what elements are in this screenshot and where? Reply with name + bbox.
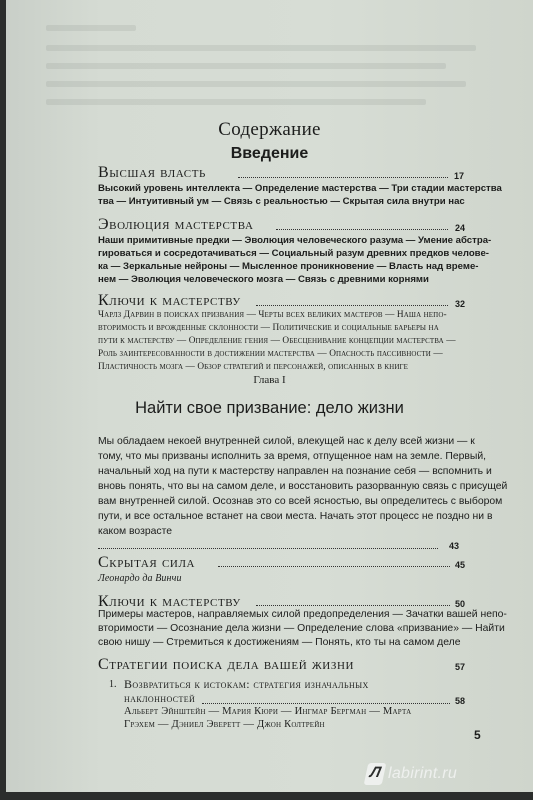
watermark: labirint.ru xyxy=(388,765,458,782)
section-summary-line: свою нишу — Стремиться к достижениям — Понять, кто ты на самом деле xyxy=(98,637,461,648)
section-summary-line: вторимость и врожденные склонности — Политические и социальные барьеры на xyxy=(98,323,439,333)
section-summary-line: нем — Эволюция человеческого мозга — Связь с древними корнями xyxy=(98,274,429,285)
contents-title: Содержание xyxy=(218,119,321,140)
section-summary-line: вторимости — Осознание дела жизни — Определение слова «призвание» — Найти xyxy=(98,623,505,634)
introduction-heading: Введение xyxy=(230,145,309,162)
leader-dots xyxy=(256,605,450,606)
section-summary-line: Наши примитивные предки — Эволюция человеческого разума — Умение абстра- xyxy=(98,235,492,246)
leader-dots xyxy=(202,703,450,704)
strategy-number: 1. xyxy=(109,679,117,690)
leader-dots xyxy=(238,177,448,178)
page-number: 58 xyxy=(455,696,466,706)
strategy-title[interactable]: Возвратиться к истокам: стратегия изначальных xyxy=(124,677,369,691)
section-title-hidden-force[interactable]: Скрытая сила xyxy=(98,554,196,571)
chapter-intro-line: Мы обладаем некоей внутренней силой, влекущей нас к делу всей жизни — к xyxy=(98,436,475,447)
section-summary-line: Примеры мастеров, направляемых силой предопределения — Зачатки вашей непо- xyxy=(98,609,507,620)
chapter-intro-line: каком возрасте xyxy=(98,526,173,537)
page-number: 24 xyxy=(455,223,466,233)
section-summary-line: ка — Зеркальные нейроны — Мысленное проникновение — Власть над време- xyxy=(98,261,479,272)
section-summary-line: Пластичность мозга — Обзор стратегий и персонажей, описанных в книге xyxy=(98,362,409,372)
section-subtitle: Леонардо да Винчи xyxy=(98,573,182,584)
strategy-names: Альберт Эйнштейн — Мария Кюри — Ингмар Бергман — Марта xyxy=(124,706,412,717)
section-title-keys[interactable]: Ключи к мастерству xyxy=(98,292,241,309)
chapter-intro-line: вам внутренней силой. Осознав это со всей ясностью, вы определитесь с выбором xyxy=(98,496,503,507)
folio-page-number: 5 xyxy=(474,728,481,742)
chapter-intro-line: вновь понять, что вы на самом деле, и восстановить разорванную связь с присущей xyxy=(98,481,508,492)
chapter-title[interactable]: Найти свое призвание: дело жизни xyxy=(135,399,404,417)
leader-dots xyxy=(276,229,448,230)
section-summary-line: Чарлз Дарвин в поисках призвания — Черты всех великих мастеров — Наша непо- xyxy=(98,310,447,320)
page-number: 50 xyxy=(455,599,466,609)
leader-dots xyxy=(98,548,438,549)
chapter-intro-line: пути, и все остальное встанет на свои места. Начать этот процесс не поздно ни в xyxy=(98,511,493,522)
section-summary-line: Высокий уровень интеллекта — Определение мастерства — Три стадии мастерства xyxy=(98,183,502,194)
section-title-strategies[interactable]: Стратегии поиска дела вашей жизни xyxy=(98,656,355,673)
page-number: 45 xyxy=(455,560,466,570)
labirint-logo-icon: Л xyxy=(364,763,387,785)
section-title-supreme-power[interactable]: Высшая власть xyxy=(98,164,206,181)
section-summary-line: гироваться и сосредотачиваться — Социальный разум древних предков челове- xyxy=(98,248,489,259)
chapter-label: Глава I xyxy=(253,374,286,386)
leader-dots xyxy=(218,566,450,567)
strategy-names: Грэхем — Дэниел Эверетт — Джон Колтрейн xyxy=(124,719,325,730)
section-summary-line: пути к мастерству — Определение гения — Обесценивание концепции мастерства — xyxy=(98,336,456,346)
page-number: 17 xyxy=(454,171,465,181)
section-summary-line: Роль заинтересованности в достижении мастерства — Опасность пассивности — xyxy=(98,349,443,359)
book-page xyxy=(6,0,533,792)
page-number: 57 xyxy=(455,662,466,672)
section-title-keys-chapter[interactable]: Ключи к мастерству xyxy=(98,593,241,610)
chapter-intro-line: тому, что мы призваны исполнить за время, отпущенное нам на земле. Первый, xyxy=(98,451,487,462)
section-title-evolution[interactable]: Эволюция мастерства xyxy=(98,216,254,233)
page-number: 32 xyxy=(455,299,466,309)
chapter-intro-line: начальный ход на пути к мастерству направлен на познание себя — вспомнить и xyxy=(98,466,492,477)
strategy-title[interactable]: наклонностей xyxy=(124,691,196,705)
page-number: 43 xyxy=(449,541,460,551)
section-summary-line: тва — Интуитивный ум — Связь с реальностью — Скрытая сила внутри нас xyxy=(98,196,465,207)
leader-dots xyxy=(256,305,448,306)
